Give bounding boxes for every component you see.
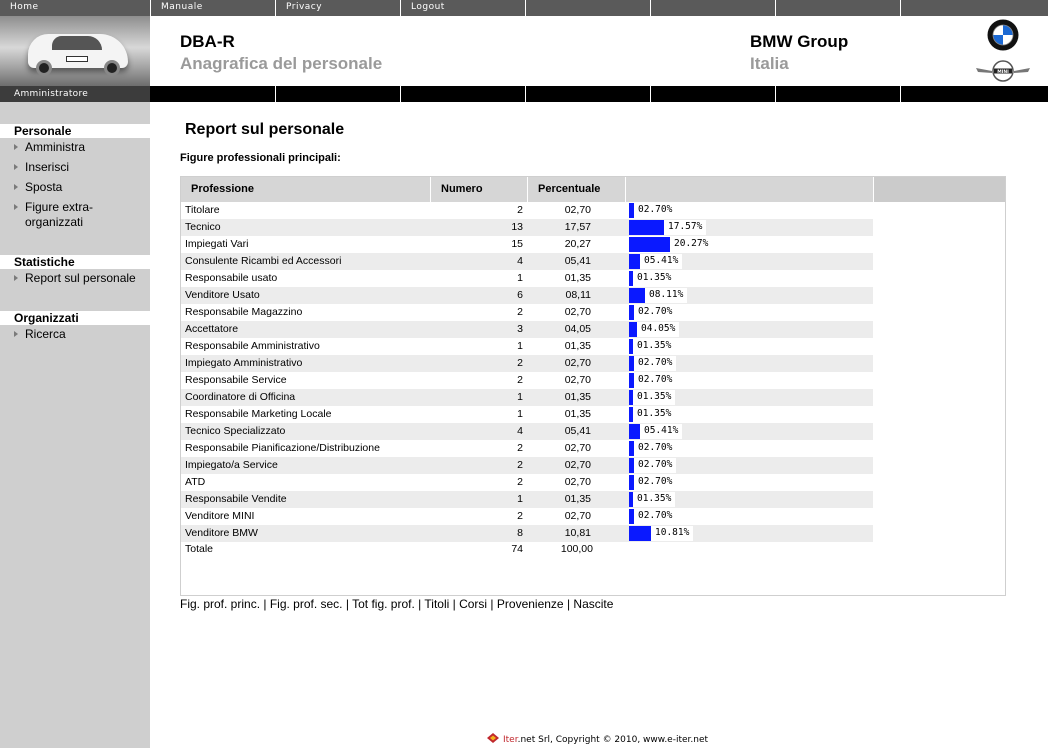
percent-bar-label: 02.70% (634, 458, 676, 473)
nav-empty-4 (901, 0, 1048, 16)
cell-professione: Responsabile usato (185, 272, 278, 284)
link-fig-prof-princ[interactable]: Fig. prof. princ. (180, 597, 261, 611)
cell-professione: Impiegato Amministrativo (185, 357, 303, 369)
user-role: Amministratore (0, 86, 150, 102)
arrow-right-icon (14, 204, 18, 210)
table-row (181, 406, 873, 423)
link-titoli[interactable]: Titoli (424, 597, 450, 611)
table-row (181, 287, 873, 304)
mini-logo-icon (974, 60, 1032, 82)
cell-percentuale: 01,35 (564, 408, 591, 420)
cell-professione: Responsabile Pianificazione/Distribuzione (185, 442, 380, 454)
percent-bar-label: 08.11% (645, 288, 687, 303)
col-professione: Professione (181, 177, 431, 202)
sidebar-item-inserisci[interactable]: Inserisci (14, 160, 150, 175)
cell-numero: 2 (517, 510, 523, 522)
link-corsi[interactable]: Corsi (459, 597, 488, 611)
cell-numero: 1 (517, 391, 523, 403)
arrow-right-icon (14, 144, 18, 150)
table-row (181, 423, 873, 440)
cell-numero: 4 (517, 425, 523, 437)
cell-numero: 2 (517, 374, 523, 386)
cell-percentuale: 02,70 (564, 510, 591, 522)
arrow-right-icon (14, 184, 18, 190)
link-tot-fig-prof[interactable]: Tot fig. prof. (352, 597, 415, 611)
percent-bar-label: 02.70% (634, 509, 676, 524)
iter-logo-icon (486, 732, 500, 744)
percent-bar-label: 02.70% (634, 305, 676, 320)
percent-bar (629, 254, 640, 269)
percent-bar-label: 04.05% (637, 322, 679, 337)
table-body (181, 202, 873, 557)
percent-bar (629, 526, 651, 541)
sidebar-item-sposta[interactable]: Sposta (14, 180, 150, 195)
cell-numero: 3 (517, 323, 523, 335)
cell-percentuale: 01,35 (564, 272, 591, 284)
cell-percentuale: 02,70 (564, 476, 591, 488)
link-nascite[interactable]: Nascite (573, 597, 614, 611)
brand-title: BMW Group (750, 32, 849, 51)
footer-text: .net Srl, Copyright © 2010, www.e-iter.net (517, 735, 709, 745)
arrow-right-icon (14, 331, 18, 337)
cell-professione: Impiegati Vari (185, 238, 249, 250)
cell-numero: 2 (517, 357, 523, 369)
section-label: Figure professionali principali: (180, 152, 341, 164)
arrow-right-icon (14, 275, 18, 281)
sidebar-group-personale: Personale (0, 124, 150, 138)
page-title: Report sul personale (185, 121, 345, 138)
percent-bar (629, 237, 670, 252)
percent-bar (629, 322, 637, 337)
nav-privacy[interactable]: Privacy (276, 0, 401, 16)
app-title: DBA-R (180, 32, 235, 51)
cell-professione: ATD (185, 476, 206, 488)
percent-bar-label: 02.70% (634, 475, 676, 490)
nav-empty-1 (526, 0, 651, 16)
table-header (181, 177, 1005, 202)
cell-percentuale: 05,41 (564, 255, 591, 267)
sidebar-group-statistiche: Statistiche (0, 255, 150, 269)
nav-manuale[interactable]: Manuale (151, 0, 276, 16)
cell-professione: Responsabile Amministrativo (185, 340, 320, 352)
sidebar-group-organizzati: Organizzati (0, 311, 150, 325)
percent-bar-label: 01.35% (633, 271, 675, 286)
percent-bar-label: 01.35% (633, 407, 675, 422)
percent-bar-label: 05.41% (640, 254, 682, 269)
cell-percentuale: 02,70 (564, 459, 591, 471)
table-row (181, 253, 873, 270)
cell-professione: Responsabile Vendite (185, 493, 287, 505)
percent-bar (629, 220, 664, 235)
table-row (181, 491, 873, 508)
cell-numero: 13 (511, 221, 523, 233)
table-row (181, 219, 873, 236)
percent-bar-label: 02.70% (634, 356, 676, 371)
cell-percentuale: 01,35 (564, 391, 591, 403)
table-row (181, 508, 873, 525)
table-row (181, 338, 873, 355)
cell-percentuale: 10,81 (564, 527, 591, 539)
cell-numero: 6 (517, 289, 523, 301)
col-numero: Numero (431, 177, 528, 202)
table-row (181, 355, 873, 372)
app-subtitle: Anagrafica del personale (180, 54, 383, 73)
nav-empty-2 (651, 0, 776, 16)
percent-bar (629, 424, 640, 439)
footer (486, 732, 708, 745)
percent-bar-label: 10.81% (651, 526, 693, 541)
cell-numero: 1 (517, 493, 523, 505)
percent-bar (629, 288, 645, 303)
percent-bar-label: 17.57% (664, 220, 706, 235)
sidebar-item-ricerca[interactable]: Ricerca (14, 327, 150, 342)
cell-professione: Venditore MINI (185, 510, 255, 522)
cell-percentuale: 02,70 (564, 442, 591, 454)
cell-percentuale: 02,70 (564, 374, 591, 386)
footer-brand[interactable]: Iter (503, 735, 518, 745)
cell-professione: Tecnico (185, 221, 221, 233)
cell-professione: Venditore BMW (185, 527, 258, 539)
cell-numero: 8 (517, 527, 523, 539)
cell-professione: Responsabile Magazzino (185, 306, 303, 318)
link-provenienze[interactable]: Provenienze (496, 597, 564, 611)
total-numero: 74 (511, 543, 523, 555)
col-chart (626, 177, 874, 202)
cell-professione: Responsabile Service (185, 374, 287, 386)
table-total-row (181, 542, 873, 557)
cell-numero: 15 (511, 238, 523, 250)
arrow-right-icon (14, 164, 18, 170)
percent-bar-label: 05.41% (640, 424, 682, 439)
cell-numero: 1 (517, 408, 523, 420)
cell-professione: Impiegato/a Service (185, 459, 278, 471)
bmw-logo-icon (987, 19, 1019, 51)
cell-numero: 2 (517, 459, 523, 471)
sidebar (0, 102, 150, 748)
cell-numero: 2 (517, 442, 523, 454)
total-percentuale: 100,00 (560, 543, 593, 555)
cell-percentuale: 04,05 (564, 323, 591, 335)
brand-subtitle: Italia (750, 54, 789, 73)
cell-percentuale: 02,70 (564, 357, 591, 369)
table-row (181, 525, 873, 542)
cell-professione: Accettatore (185, 323, 239, 335)
table-row (181, 270, 873, 287)
percent-bar-label: 01.35% (633, 390, 675, 405)
cell-professione: Tecnico Specializzato (185, 425, 286, 437)
report-links: Fig. prof. princ. | Fig. prof. sec. | Tot fig. prof. | Titoli | Corsi | Provenienze | Nascite (180, 597, 614, 611)
percent-bar-label: 02.70% (634, 373, 676, 388)
cell-numero: 4 (517, 255, 523, 267)
nav-logout[interactable]: Logout (401, 0, 526, 16)
top-nav (0, 0, 1048, 16)
cell-percentuale: 01,35 (564, 340, 591, 352)
cell-percentuale: 20,27 (564, 238, 591, 250)
cell-numero: 1 (517, 340, 523, 352)
table-row (181, 236, 873, 253)
cell-professione: Coordinatore di Officina (185, 391, 296, 403)
svg-text:MINI: MINI (997, 69, 1009, 75)
percent-bar-label: 20.27% (670, 237, 712, 252)
table-row (181, 321, 873, 338)
cell-percentuale: 01,35 (564, 493, 591, 505)
cell-numero: 2 (517, 476, 523, 488)
percent-bar-label: 01.35% (633, 492, 675, 507)
cell-professione: Titolare (185, 204, 220, 216)
link-fig-prof-sec[interactable]: Fig. prof. sec. (269, 597, 343, 611)
cell-professione: Venditore Usato (185, 289, 260, 301)
table-row (181, 440, 873, 457)
nav-empty-3 (776, 0, 901, 16)
cell-numero: 2 (517, 306, 523, 318)
cell-percentuale: 02,70 (564, 204, 591, 216)
cell-percentuale: 02,70 (564, 306, 591, 318)
table-row (181, 457, 873, 474)
header (0, 16, 1048, 86)
sub-nav-bar (0, 86, 1048, 102)
percent-bar-label: 02.70% (634, 441, 676, 456)
sidebar-item-amministra[interactable]: Amministra (14, 140, 150, 155)
cell-professione: Responsabile Marketing Locale (185, 408, 332, 420)
cell-percentuale: 05,41 (564, 425, 591, 437)
table-row (181, 474, 873, 491)
table-row (181, 372, 873, 389)
nav-home[interactable]: Home (0, 0, 151, 16)
col-percentuale: Percentuale (528, 177, 626, 202)
sidebar-item-report[interactable]: Report sul personale (14, 271, 150, 286)
table-row (181, 389, 873, 406)
cell-percentuale: 08,11 (565, 289, 591, 301)
cell-numero: 1 (517, 272, 523, 284)
car-banner-image (0, 16, 150, 86)
percent-bar-label: 02.70% (634, 203, 676, 218)
table-row (181, 202, 873, 219)
percent-bar-label: 01.35% (633, 339, 675, 354)
report-table (180, 176, 1006, 596)
total-label: Totale (185, 543, 214, 555)
cell-percentuale: 17,57 (564, 221, 591, 233)
cell-numero: 2 (517, 204, 523, 216)
sidebar-item-figure-extra[interactable]: Figure extra-organizzati (14, 200, 109, 230)
table-row (181, 304, 873, 321)
cell-professione: Consulente Ricambi ed Accessori (185, 255, 342, 267)
